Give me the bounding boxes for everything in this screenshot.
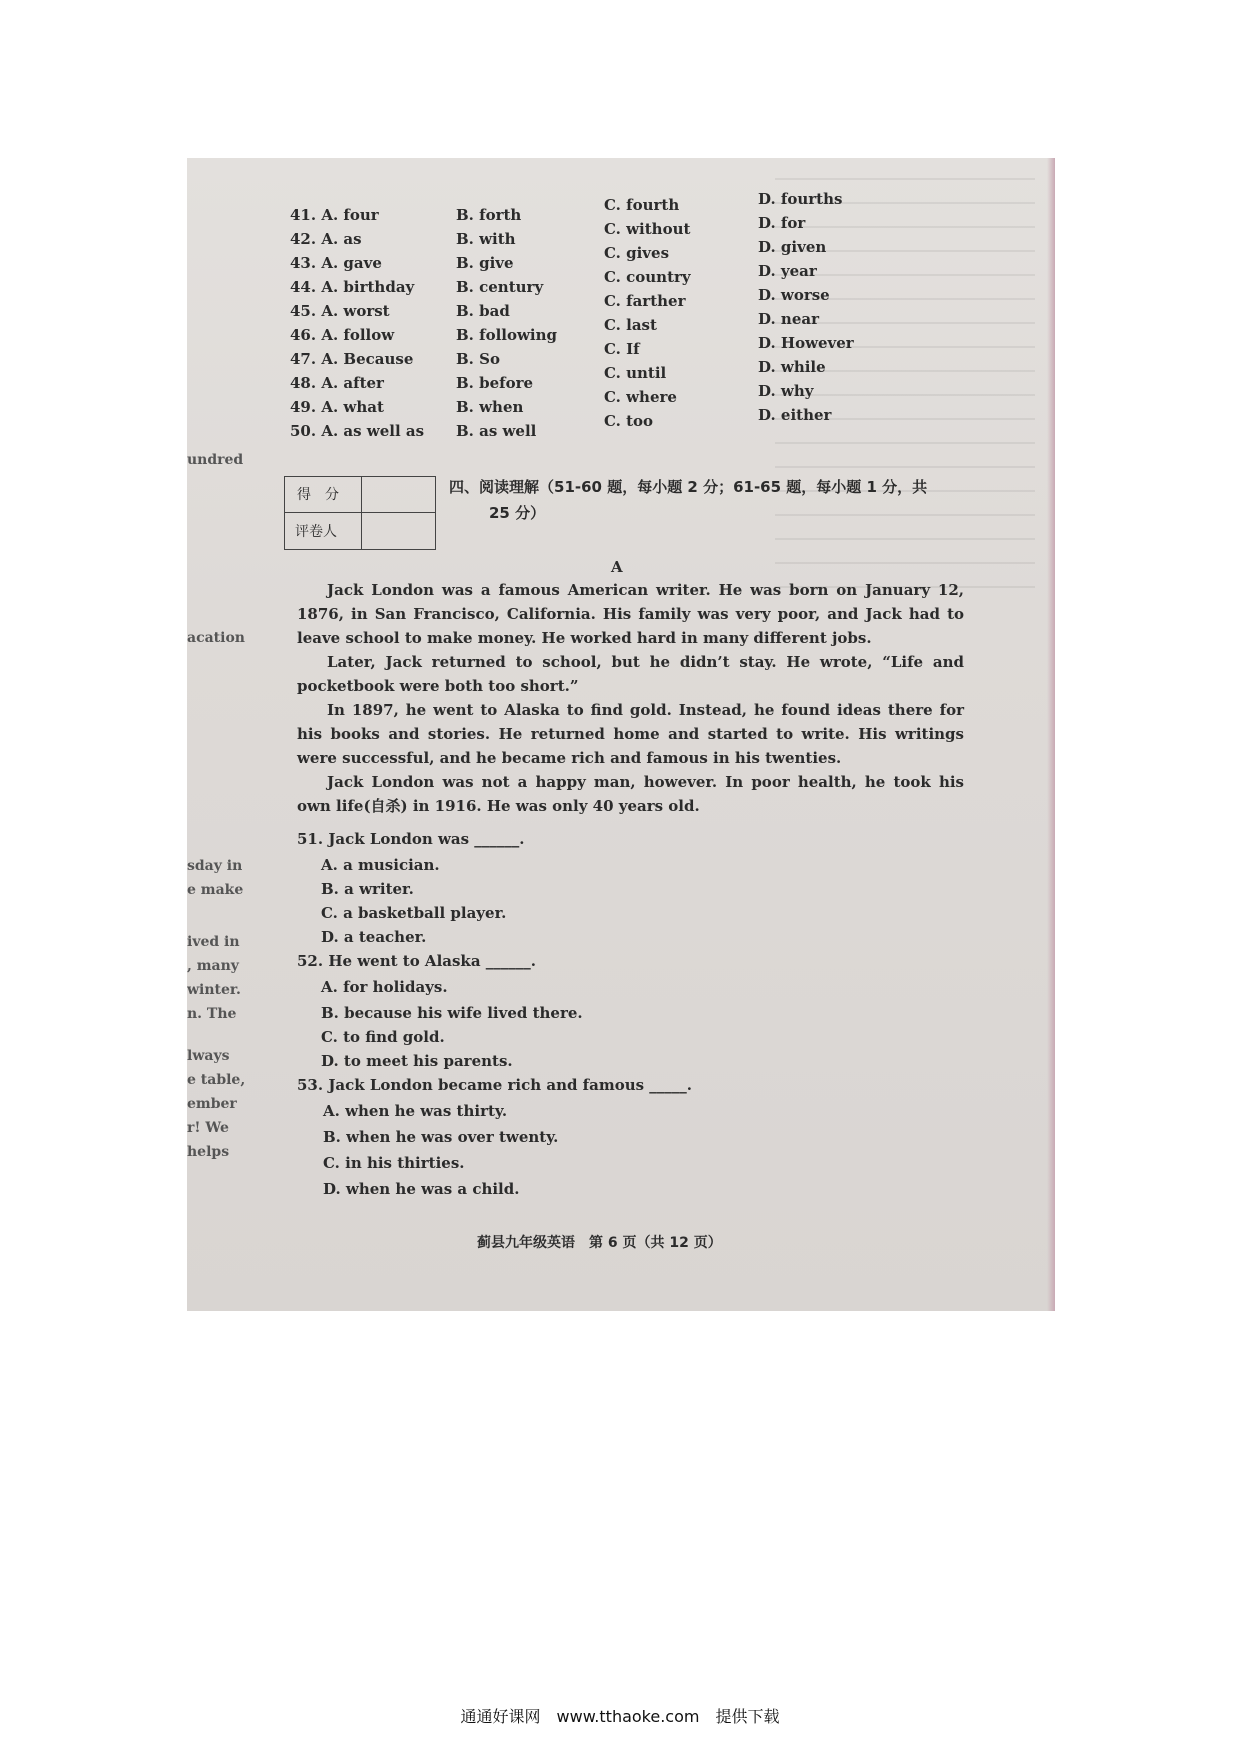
option-d: D. why (758, 382, 814, 400)
part-label: A (611, 558, 623, 576)
question-stem: 51. Jack London was ______. (297, 830, 525, 848)
bleed-fragment: acation (187, 630, 245, 646)
bleed-fragment: r! We (187, 1120, 229, 1136)
option-a: 48. A. after (290, 374, 384, 392)
option-a: 49. A. what (290, 398, 384, 416)
question-option: C. to find gold. (321, 1028, 445, 1046)
option-d: D. However (758, 334, 854, 352)
option-c: C. until (604, 364, 667, 382)
bleed-fragment: ived in (187, 934, 240, 950)
option-c: C. country (604, 268, 691, 286)
option-a: 42. A. as (290, 230, 362, 248)
question-option: D. to meet his parents. (321, 1052, 513, 1070)
bleed-fragment: helps (187, 1144, 230, 1160)
option-a: 41. A. four (290, 206, 379, 224)
left-bleed-column (187, 158, 257, 1311)
section-heading (449, 474, 949, 526)
option-d: D. near (758, 310, 819, 328)
bleed-fragment: n. The (187, 1006, 237, 1022)
option-c: C. last (604, 316, 657, 334)
bleed-fragment: e make (187, 882, 244, 898)
option-a: 45. A. worst (290, 302, 390, 320)
option-b: B. following (456, 326, 557, 344)
option-a: 46. A. follow (290, 326, 395, 344)
option-b: B. century (456, 278, 544, 296)
question-stem: 53. Jack London became rich and famous _____. (297, 1076, 693, 1094)
grader-label: 评卷人 (295, 524, 337, 540)
option-d: D. year (758, 262, 817, 280)
bleed-fragment: ember (187, 1096, 237, 1112)
option-c: C. If (604, 340, 640, 358)
option-d: D. for (758, 214, 806, 232)
option-c: C. without (604, 220, 691, 238)
option-c: C. where (604, 388, 677, 406)
passage-paragraph: Jack London was not a happy man, however. In poor health, he took his own life(自杀) in 1916. He was only 40 years old. (297, 773, 964, 815)
option-d: D. fourths (758, 190, 843, 208)
option-b: B. as well (456, 422, 537, 440)
bleed-fragment: lways (187, 1048, 230, 1064)
question-option: C. a basketball player. (321, 904, 507, 922)
question-option: B. a writer. (321, 880, 414, 898)
option-c: C. farther (604, 292, 686, 310)
passage-paragraph: In 1897, he went to Alaska to find gold. Instead, he found ideas there for his books and stories. He returned home and started to write. His writings were successful, and he became rich and famous in his twenties. (297, 701, 964, 767)
question-option: A. when he was thirty. (323, 1102, 508, 1120)
option-b: B. when (456, 398, 524, 416)
option-b: B. forth (456, 206, 522, 224)
section-heading-line: 四、阅读理解（51-60 题，每小题 2 分；61-65 题，每小题 1 分，共 (449, 478, 928, 496)
question-option: D. a teacher. (321, 928, 427, 946)
option-b: B. bad (456, 302, 510, 320)
bleed-fragment: winter. (187, 982, 241, 998)
question-option: B. when he was over twenty. (323, 1128, 559, 1146)
option-d: D. given (758, 238, 827, 256)
question-option: A. for holidays. (321, 978, 448, 996)
question-option: A. a musician. (321, 856, 440, 874)
download-credit: 通通好课网 www.tthaoke.com 提供下载 (460, 1707, 780, 1726)
option-a: 43. A. gave (290, 254, 382, 272)
option-b: B. with (456, 230, 516, 248)
page-footer: 蓟县九年级英语 第 6 页（共 12 页） (477, 1235, 722, 1251)
box-divider-h (285, 512, 435, 513)
option-d: D. worse (758, 286, 830, 304)
option-c: C. gives (604, 244, 670, 262)
option-b: B. before (456, 374, 534, 392)
option-d: D. either (758, 406, 832, 424)
option-b: B. So (456, 350, 500, 368)
passage-paragraph: Later, Jack returned to school, but he didn’t stay. He wrote, “Life and pocketbook were both too short.” (297, 653, 964, 695)
option-a: 50. A. as well as (290, 422, 425, 440)
scanned-page-photo (187, 158, 1055, 1311)
question-option: B. because his wife lived there. (321, 1004, 583, 1022)
score-grader-box (284, 476, 436, 550)
bleed-fragment: sday in (187, 858, 243, 874)
option-c: C. fourth (604, 196, 680, 214)
option-d: D. while (758, 358, 826, 376)
option-b: B. give (456, 254, 514, 272)
option-a: 44. A. birthday (290, 278, 415, 296)
bleed-fragment: , many (187, 958, 239, 974)
section-heading-line: 25 分） (489, 504, 546, 522)
question-stem: 52. He went to Alaska ______. (297, 952, 536, 970)
box-divider-v (361, 477, 362, 549)
option-a: 47. A. Because (290, 350, 414, 368)
option-c: C. too (604, 412, 654, 430)
score-label: 得 分 (297, 487, 339, 503)
question-option: C. in his thirties. (323, 1154, 465, 1172)
question-option: D. when he was a child. (323, 1180, 520, 1198)
passage-paragraph: Jack London was a famous American writer. He was born on January 12, 1876, in San Francisco, California. His family was very poor, and Jack had to leave school to make money. He worked hard in many different jobs. (297, 581, 964, 647)
bleed-fragment: undred (187, 452, 244, 468)
bleed-fragment: e table, (187, 1072, 246, 1088)
